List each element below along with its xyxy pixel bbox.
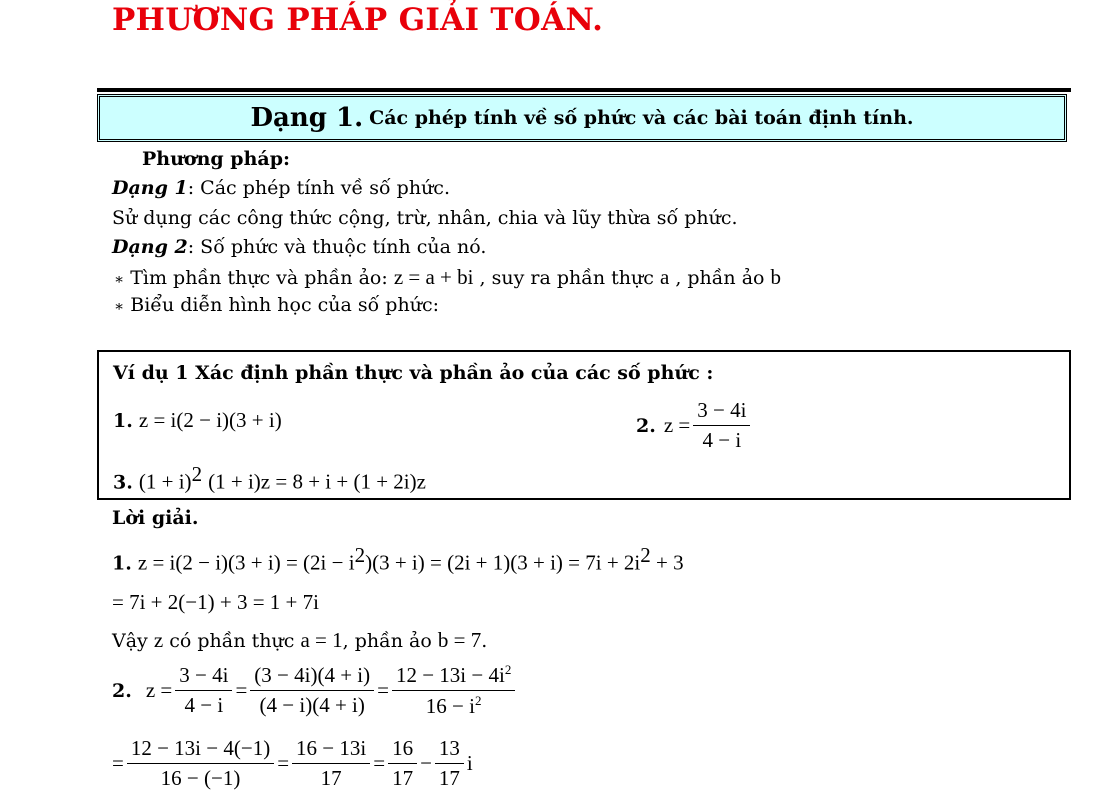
solution-2-fraction-1 [175, 663, 232, 718]
example-problem-3 [113, 462, 426, 494]
fraction-denominator: 4 − i [702, 428, 742, 452]
bullet-2-text: Biểu diễn hình học của số phức: [130, 294, 439, 316]
fraction-numerator: 3 − 4i [175, 663, 232, 691]
solution-1-math-a: z = i(2 − i)(3 + i) = (2i − i [137, 550, 355, 575]
equals-sign: = [277, 751, 290, 775]
solution-1-line-1 [112, 543, 684, 575]
section-header-label: Dạng 1. [250, 103, 364, 133]
equals-sign: = [112, 751, 124, 775]
equals-sign: = [373, 751, 386, 775]
fraction-denominator: (4 − i)(4 + i) [259, 693, 365, 717]
example-problem-2 [636, 398, 753, 453]
problem-1-math: z = i(2 − i)(3 + i) [138, 408, 282, 432]
bullet-icon: ∗ [114, 270, 125, 288]
conclusion-z: z [153, 628, 164, 652]
problem-2-lhs: z = [663, 413, 691, 437]
bullet-1-b: b [770, 265, 782, 289]
solution-1-exp-a: 2 [354, 543, 366, 567]
section-header-box [97, 94, 1067, 142]
example-box [97, 350, 1071, 500]
solution-2-line-2 [112, 736, 473, 791]
fraction-numerator: 16 [388, 736, 417, 764]
bullet-2 [114, 294, 439, 316]
fraction-denominator: 17 [438, 766, 460, 790]
fraction-numerator: 3 − 4i [693, 398, 750, 426]
example-heading: Ví dụ 1 Xác định phần thực và phần ảo của các số phức : [113, 362, 714, 384]
dang2-label: Dạng 2 [112, 236, 188, 258]
minus-sign: − [420, 751, 432, 775]
fraction-numerator: 12 − 13i − 4(−1) [127, 736, 274, 764]
solution-heading: Lời giải. [112, 507, 199, 529]
conclusion-a: Vậy [112, 630, 148, 652]
bullet-1-text: Tìm phần thực và phần ảo: [130, 267, 388, 289]
bullet-1-math: z = a + bi [393, 265, 474, 289]
method-heading: Phương pháp: [142, 148, 291, 170]
fraction-denominator-text: 16 − i [425, 694, 475, 718]
conclusion-m1: a = 1 [300, 628, 343, 652]
fraction-numerator-text: 12 − 13i − 4i [395, 663, 505, 687]
method-dang1 [112, 177, 450, 199]
bullet-icon: ∗ [114, 297, 125, 315]
fraction-denominator: 4 − i [184, 693, 224, 717]
solution-2-fraction-2 [250, 663, 374, 718]
solution-1-number: 1. [112, 552, 132, 575]
problem-3-number: 3. [113, 471, 133, 494]
method-dang2 [112, 236, 486, 258]
method-line2: Sử dụng các công thức cộng, trừ, nhân, chia và lũy thừa số phức. [112, 207, 738, 229]
conclusion-b: có phần thực [169, 630, 295, 652]
bullet-1 [114, 265, 781, 290]
solution-1-math-b: )(3 + i) = (2i + 1)(3 + i) = 7i + 2i [365, 550, 641, 575]
problem-2-fraction [693, 398, 750, 453]
equals-sign: = [235, 678, 248, 702]
bullet-1-rest: , suy ra phần thực [479, 267, 654, 289]
solution-2b-fraction-1 [127, 736, 274, 791]
fraction-denominator-exp: 2 [474, 693, 482, 708]
problem-3-math-a: (1 + i) [138, 469, 192, 494]
fraction-numerator: 13 [435, 736, 464, 764]
problem-3-exponent: 2 [191, 462, 203, 486]
problem-3-math-b: (1 + i)z = 8 + i + (1 + 2i)z [208, 469, 426, 494]
solution-2b-fraction-4 [435, 736, 464, 791]
equals-sign: = [377, 678, 389, 702]
fraction-denominator: 16 − (−1) [160, 766, 241, 790]
bullet-1-mid: , phần ảo [675, 267, 765, 289]
top-rule [97, 88, 1071, 92]
solution-2b-fraction-2 [292, 736, 370, 791]
conclusion-d: . [481, 630, 488, 652]
problem-2-number: 2. [636, 414, 656, 437]
solution-2-number: 2. [112, 679, 132, 702]
bullet-1-a: a [659, 265, 670, 289]
dang1-text: : Các phép tính về số phức. [187, 177, 450, 199]
imaginary-unit: i [466, 751, 473, 775]
conclusion-m2: b = 7 [437, 628, 482, 652]
fraction-numerator-exp: 2 [504, 662, 512, 677]
solution-2-fraction-3 [392, 662, 515, 719]
fraction-numerator: 16 − 13i [292, 736, 370, 764]
conclusion-c: , phần ảo [342, 630, 432, 652]
solution-1-line-2: = 7i + 2(−1) + 3 = 1 + 7i [112, 590, 319, 614]
solution-1-math-c: + 3 [650, 550, 684, 575]
page-title: PHƯƠNG PHÁP GIẢI TOÁN. [112, 2, 604, 38]
solution-1-conclusion [112, 628, 487, 653]
solution-2-line-1 [112, 662, 518, 719]
solution-1-exp-b: 2 [640, 543, 651, 567]
solution-2b-fraction-3 [388, 736, 417, 791]
fraction-denominator: 17 [392, 766, 414, 790]
dang2-text: : Số phức và thuộc tính của nó. [187, 236, 487, 258]
fraction-denominator: 17 [320, 766, 342, 790]
fraction-numerator: (3 − 4i)(4 + i) [250, 663, 374, 691]
dang1-label: Dạng 1 [112, 177, 188, 199]
example-problem-1 [113, 408, 282, 433]
section-header-text: Các phép tính về số phức và các bài toán định tính. [369, 107, 914, 129]
fraction-numerator [392, 662, 515, 691]
problem-1-number: 1. [113, 410, 133, 432]
solution-2-lhs: z = [145, 678, 173, 702]
fraction-denominator [422, 691, 486, 719]
